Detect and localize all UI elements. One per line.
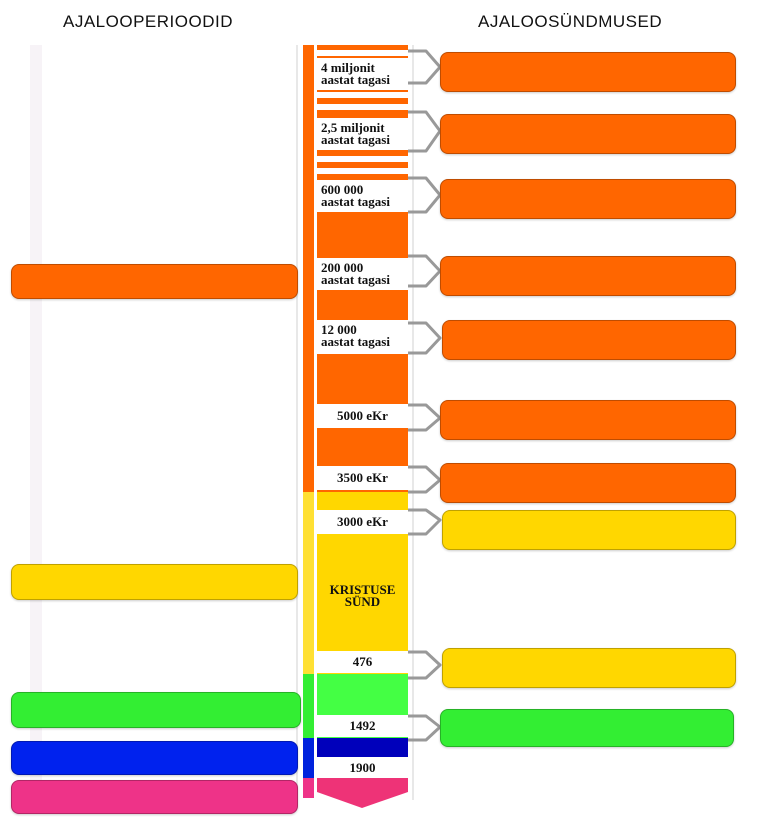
timeline-label-2-5-million: 2,5 miljonit aastat tagasi [317,118,408,150]
event-box-5[interactable] [442,320,736,360]
period-strip-orange [303,45,314,492]
period-box-orange[interactable] [11,264,298,299]
connector-line [408,405,440,430]
timeline-label-birth-of-christ: KRISTUSE SÜND [329,582,396,609]
event-box-4[interactable] [440,256,736,296]
timeline-label-1492: 1492 [317,715,408,737]
timeline-label-3500-bc: 3500 eKr [317,466,408,490]
period-strip-green [303,674,314,738]
period-strip-pink [303,778,314,798]
timeline-border-line [296,45,298,800]
connector-line [408,256,440,286]
period-box-pink[interactable] [11,780,298,814]
timeline-stripe [317,92,408,98]
event-box-10[interactable] [440,709,734,747]
timeline-stripe [317,50,408,56]
connector-line [408,510,440,534]
connector-line [408,51,440,83]
event-connectors [408,40,444,760]
timeline-stripe [317,156,408,162]
period-box-green[interactable] [11,692,301,728]
periods-heading: AJALOOPERIOODID [63,12,233,31]
connector-line [408,467,440,492]
timeline-stripe [317,104,408,110]
event-box-6[interactable] [440,400,736,440]
events-heading: AJALOOSÜNDMUSED [478,12,663,31]
event-box-2[interactable] [440,114,736,154]
connector-line [408,112,440,151]
period-strip-blue [303,738,314,778]
timeline-label-4-million: 4 miljonit aastat tagasi [317,58,408,90]
connector-line [408,716,440,740]
event-box-7[interactable] [440,463,736,503]
event-box-8[interactable] [442,510,736,550]
timeline-label-3000-bc: 3000 eKr [317,510,408,534]
timeline-label-600000: 600 000 aastat tagasi [317,180,408,212]
timeline-label-12000: 12 000 aastat tagasi [317,320,408,354]
timeline-label-5000-bc: 5000 eKr [317,404,408,428]
timeline-label-476: 476 [317,651,408,673]
timeline-label-200000: 200 000 aastat tagasi [317,258,408,290]
event-box-1[interactable] [440,52,736,92]
left-column-background [30,45,42,805]
timeline-arrow-pink [317,778,408,808]
period-strip-yellow [303,492,314,674]
event-box-9[interactable] [442,648,736,688]
timeline-stripe [317,168,408,174]
connector-line [408,178,440,212]
connector-line [408,323,440,353]
period-box-blue[interactable] [11,741,298,775]
period-box-yellow[interactable] [11,564,298,600]
event-box-3[interactable] [440,179,736,219]
connector-line [408,652,440,678]
timeline-label-1900: 1900 [317,757,408,778]
